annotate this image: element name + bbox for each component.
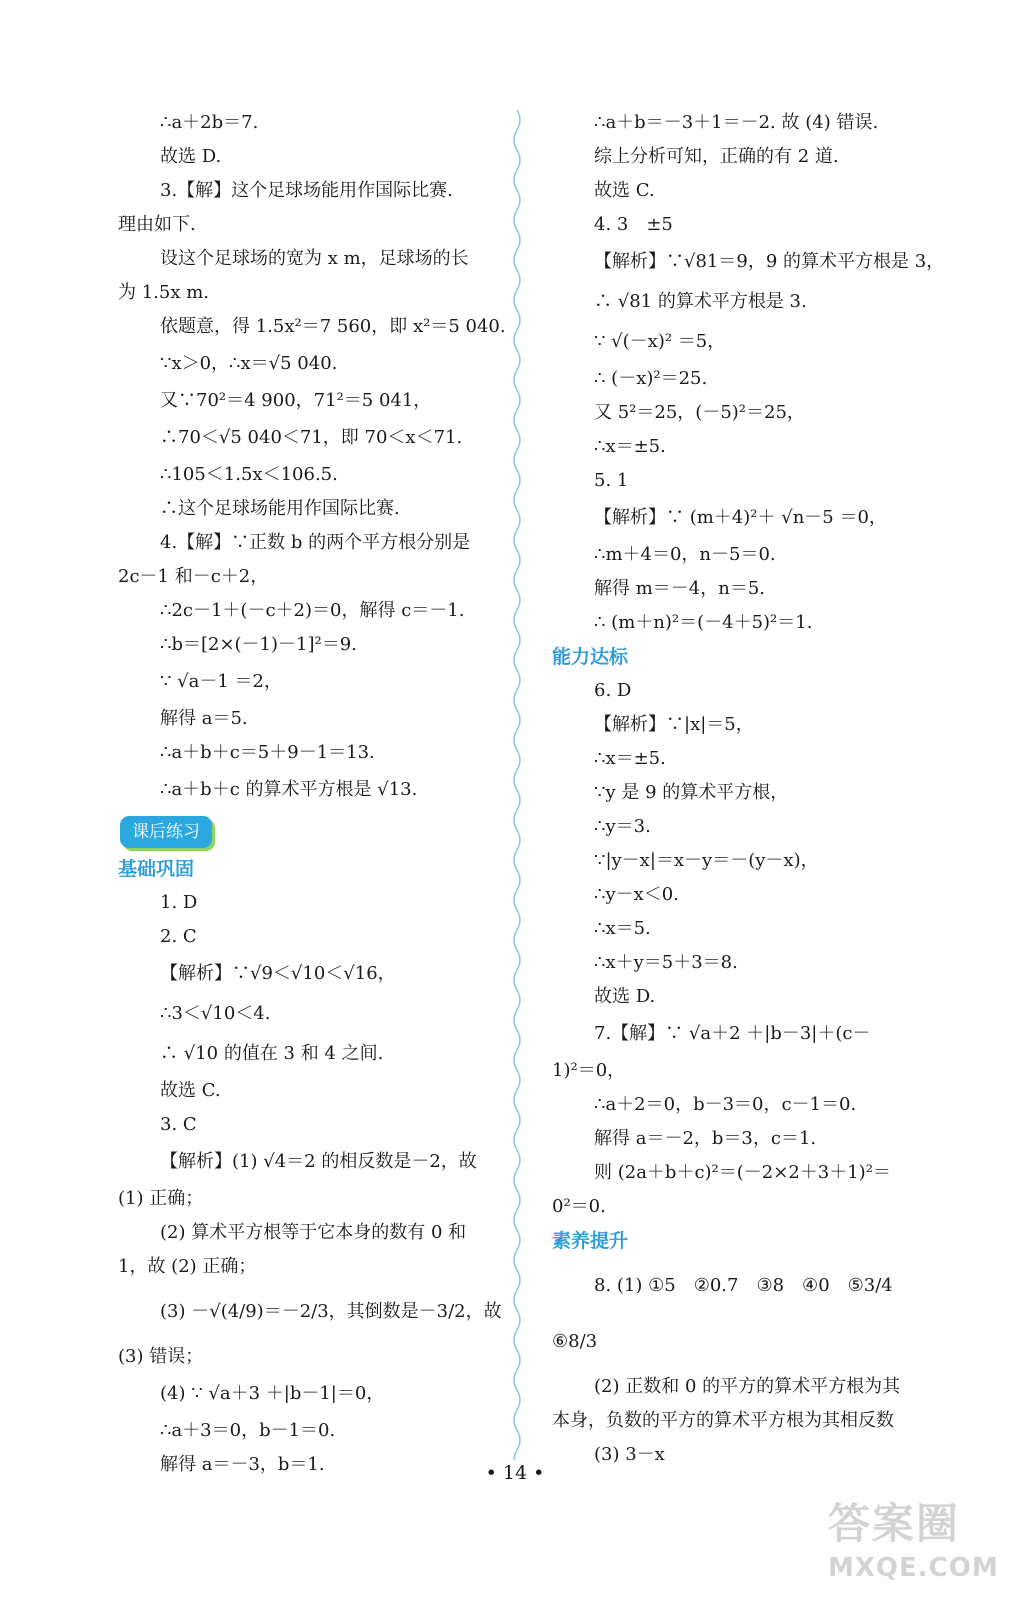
text-line: ∴这个足球场能用作国际比赛. [160,498,400,519]
text-line: ∴a＋3＝0，b－1＝0. [160,1420,336,1441]
text-line: 设这个足球场的宽为 x m，足球场的长 [160,248,469,269]
text-line: 为 1.5x m. [118,282,210,303]
text-line: ∵|y－x|＝x－y＝－(y－x)， [594,850,819,871]
text-line: (4) ∵ √a＋3 ＋|b－1|＝0， [160,1383,385,1404]
text-line: ∵x＞0，∴x＝√5 040. [160,353,338,374]
text-line: 本身，负数的平方的算术平方根为其相反数 [552,1410,894,1431]
column-divider [510,110,524,1460]
text-line: 4. 3 ±5 [594,214,673,235]
page-number: • 14 • [485,1462,545,1484]
text-line: (3) 3－x [594,1444,665,1465]
right-column-block-2 [552,674,948,1224]
text-line: 综上分析可知，正确的有 2 道. [594,146,839,167]
text-line: 7.【解】∵ √a＋2 ＋|b－3|＋(c－ [594,1023,871,1044]
text-line: (1) 正确； [118,1188,204,1209]
text-line: 8. (1) ①5 ②0.7 ③8 ④0 ⑤3/4 [594,1275,893,1296]
text-line: ∴ (－x)²＝25. [594,368,708,389]
watermark [828,1498,1023,1598]
text-line: ∴ √10 的值在 3 和 4 之间. [160,1043,384,1064]
left-column-block-1 [118,106,514,810]
watermark-url: MXQE.COM [828,1553,999,1583]
text-line: ∴a＋b＋c＝5＋9－1＝13. [160,742,375,763]
text-line: 4.【解】∵正数 b 的两个平方根分别是 [160,532,471,553]
text-line: ∴ √81 的算术平方根是 3. [594,291,807,312]
text-line: 【解析】∵|x|＝5， [594,714,754,735]
right-column-block-3 [552,1258,948,1472]
text-line: ∴105＜1.5x＜106.5. [160,464,338,485]
text-line: ∴x＝±5. [594,436,666,457]
text-line: 解得 m＝－4，n＝5. [594,578,766,599]
text-line: 1)²＝0， [552,1060,626,1081]
text-line: 解得 a＝5. [160,708,248,729]
text-line: ∴x＝±5. [594,748,666,769]
text-line: 2c－1 和－c＋2， [118,566,269,587]
text-line: 又 5²＝25，(－5)²＝25， [594,402,805,423]
right-column [552,106,948,1472]
text-line: ∴a＋b＋c 的算术平方根是 √13. [160,779,418,800]
section-badge: 课后练习 [120,816,212,848]
text-line: ∴m＋4＝0，n－5＝0. [594,544,776,565]
text-line: 【解析】∵√9＜√10＜√16， [160,963,396,984]
text-line: ∴y－x＜0. [594,884,679,905]
heading-suyang-tisheng: 素养提升 [552,1230,629,1252]
text-line: 故选 D. [594,986,656,1007]
text-line: ∴2c－1＋(－c＋2)＝0，解得 c＝－1. [160,600,465,621]
text-line: (2) 正数和 0 的平方的算术平方根为其 [594,1376,901,1397]
text-line: 【解析】∵√81＝9，9 的算术平方根是 3， [594,251,945,272]
text-line: 故选 D. [160,146,222,167]
text-line: ∴x＝5. [594,918,651,939]
text-line: 理由如下. [118,214,196,235]
text-line: 【解析】∵ (m＋4)²＋ √n－5 ＝0， [594,507,887,528]
watermark-logo: 答案圈 [828,1499,961,1548]
text-line: ∵ √(－x)² ＝5， [594,331,726,352]
text-line: 故选 C. [160,1080,221,1101]
text-line: ∵y 是 9 的算术平方根， [594,782,789,803]
text-line: 3. C [160,1114,197,1135]
text-line: 1，故 (2) 正确； [118,1256,257,1277]
text-line: ∴a＋2＝0，b－3＝0，c－1＝0. [594,1094,857,1115]
text-line: ∴ (m＋n)²＝(－4＋5)²＝1. [594,612,813,633]
left-column-block-2 [118,886,514,1482]
text-line: ∴a＋2b＝7. [160,112,259,133]
heading-nengli-dabiao: 能力达标 [552,646,629,668]
text-line: 5. 1 [594,470,629,491]
text-line: 【解析】(1) √4＝2 的相反数是－2，故 [160,1151,477,1172]
text-line: 0²＝0. [552,1196,606,1217]
text-line: 故选 C. [594,180,655,201]
section-badge-row [118,810,514,852]
text-line: ∴70＜√5 040＜71，即 70＜x＜71. [160,427,463,448]
text-line: 又∵70²＝4 900，71²＝5 041， [160,390,432,411]
text-line: 解得 a＝－3，b＝1. [160,1454,325,1475]
text-line: ⑥8/3 [552,1331,598,1352]
text-line: (2) 算术平方根等于它本身的数有 0 和 [160,1222,467,1243]
text-line: ∴a＋b＝－3＋1＝－2. 故 (4) 错误. [594,112,879,133]
heading-jichu-gonggu: 基础巩固 [118,858,195,880]
right-column-block-1 [552,106,948,640]
text-line: ∵ √a－1 ＝2， [160,671,283,692]
text-line: ∴y＝3. [594,816,651,837]
text-line: 则 (2a＋b＋c)²＝(－2×2＋3＋1)²＝ [594,1162,891,1183]
text-line: 3.【解】这个足球场能用作国际比赛. [160,180,453,201]
text-line: ∴x＋y＝5＋3＝8. [594,952,738,973]
text-line: 1. D [160,892,198,913]
text-line: (3) 错误； [118,1346,204,1367]
text-line: 解得 a＝－2，b＝3，c＝1. [594,1128,817,1149]
text-line: 2. C [160,926,197,947]
text-line: ∴b＝[2×(－1)－1]²＝9. [160,634,357,655]
text-line: (3) －√(4/9)＝－2/3，其倒数是－3/2，故 [160,1301,502,1322]
text-line: ∴3＜√10＜4. [160,1003,271,1024]
text-line: 依题意，得 1.5x²＝7 560，即 x²＝5 040. [160,316,506,337]
left-column [118,106,514,1482]
text-line: 6. D [594,680,632,701]
